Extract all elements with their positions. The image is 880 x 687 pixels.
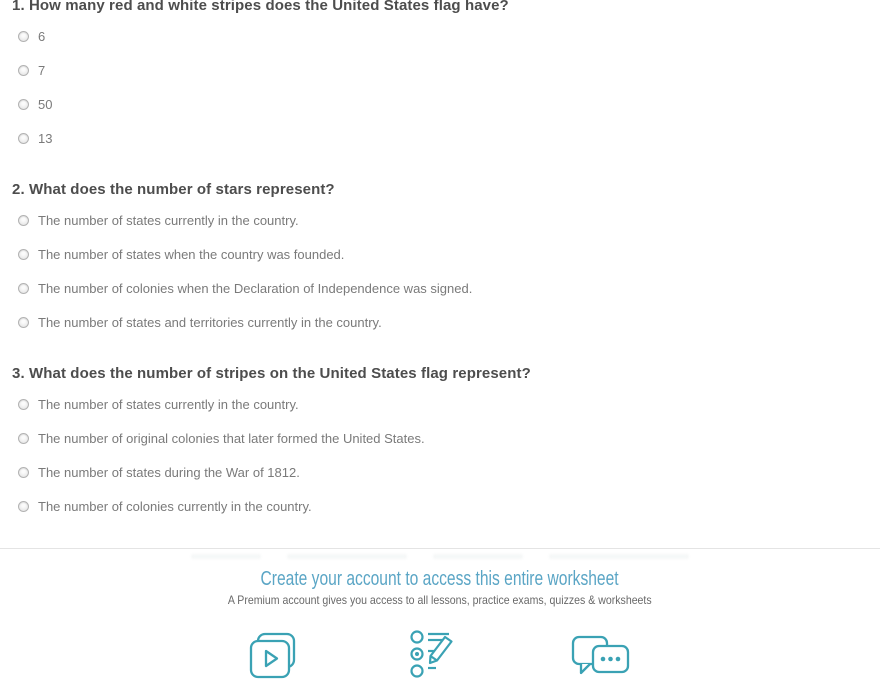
radio-button[interactable] bbox=[18, 65, 29, 76]
answer-option-label: 50 bbox=[38, 96, 53, 112]
answer-option-label: The number of states during the War of 1812. bbox=[38, 464, 300, 480]
answer-option[interactable] bbox=[12, 87, 860, 121]
question-2 bbox=[12, 180, 860, 339]
question-3 bbox=[12, 364, 860, 523]
answer-option-label: 6 bbox=[38, 28, 46, 44]
answer-option[interactable] bbox=[12, 421, 860, 455]
question-1 bbox=[12, 0, 860, 155]
question-title: 2. What does the number of stars represent? bbox=[12, 181, 335, 198]
answer-option[interactable] bbox=[12, 53, 860, 87]
answer-option-label: The number of states currently in the country. bbox=[38, 396, 299, 412]
answer-option-label: The number of states and territories currently in the country. bbox=[38, 314, 382, 330]
answer-option-label: The number of original colonies that later formed the United States. bbox=[38, 430, 425, 446]
answer-option[interactable] bbox=[12, 237, 860, 271]
radio-button[interactable] bbox=[18, 31, 29, 42]
radio-button[interactable] bbox=[18, 501, 29, 512]
answer-option[interactable] bbox=[12, 489, 860, 523]
radio-button[interactable] bbox=[18, 99, 29, 110]
answer-option[interactable] bbox=[12, 121, 860, 155]
question-title: 1. How many red and white stripes does the United States flag have? bbox=[12, 0, 509, 14]
answer-option[interactable] bbox=[12, 387, 860, 421]
create-account-cta bbox=[0, 548, 880, 687]
answer-options bbox=[12, 203, 860, 339]
answer-option-label: The number of states currently in the country. bbox=[38, 212, 299, 228]
answer-option[interactable] bbox=[12, 271, 860, 305]
radio-button[interactable] bbox=[18, 249, 29, 260]
chat-support-icon bbox=[570, 635, 632, 687]
radio-button[interactable] bbox=[18, 399, 29, 410]
answer-option-label: 7 bbox=[38, 62, 46, 78]
answer-options bbox=[12, 19, 860, 155]
answer-option-label: The number of states when the country was founded. bbox=[38, 246, 345, 262]
answer-option[interactable] bbox=[12, 203, 860, 237]
answer-options bbox=[12, 387, 860, 523]
answer-option[interactable] bbox=[12, 305, 860, 339]
answer-option-label: 13 bbox=[38, 130, 53, 146]
answer-option[interactable] bbox=[12, 455, 860, 489]
faded-preview-content bbox=[0, 554, 880, 561]
cta-feature-icons bbox=[0, 629, 880, 687]
radio-button[interactable] bbox=[18, 433, 29, 444]
answer-option-label: The number of colonies currently in the country. bbox=[38, 498, 312, 514]
video-lessons-icon bbox=[248, 632, 298, 686]
cta-subheading: A Premium account gives you access to all lessons, practice exams, quizzes & worksheets bbox=[228, 593, 652, 607]
radio-button[interactable] bbox=[18, 317, 29, 328]
quiz-worksheet-icon bbox=[408, 629, 460, 685]
radio-button[interactable] bbox=[18, 133, 29, 144]
radio-button[interactable] bbox=[18, 467, 29, 478]
radio-button[interactable] bbox=[18, 283, 29, 294]
answer-option[interactable] bbox=[12, 19, 860, 53]
question-title: 3. What does the number of stripes on the United States flag represent? bbox=[12, 365, 531, 382]
cta-heading: Create your account to access this entire worksheet bbox=[260, 568, 620, 590]
radio-button[interactable] bbox=[18, 215, 29, 226]
answer-option-label: The number of colonies when the Declaration of Independence was signed. bbox=[38, 280, 473, 296]
